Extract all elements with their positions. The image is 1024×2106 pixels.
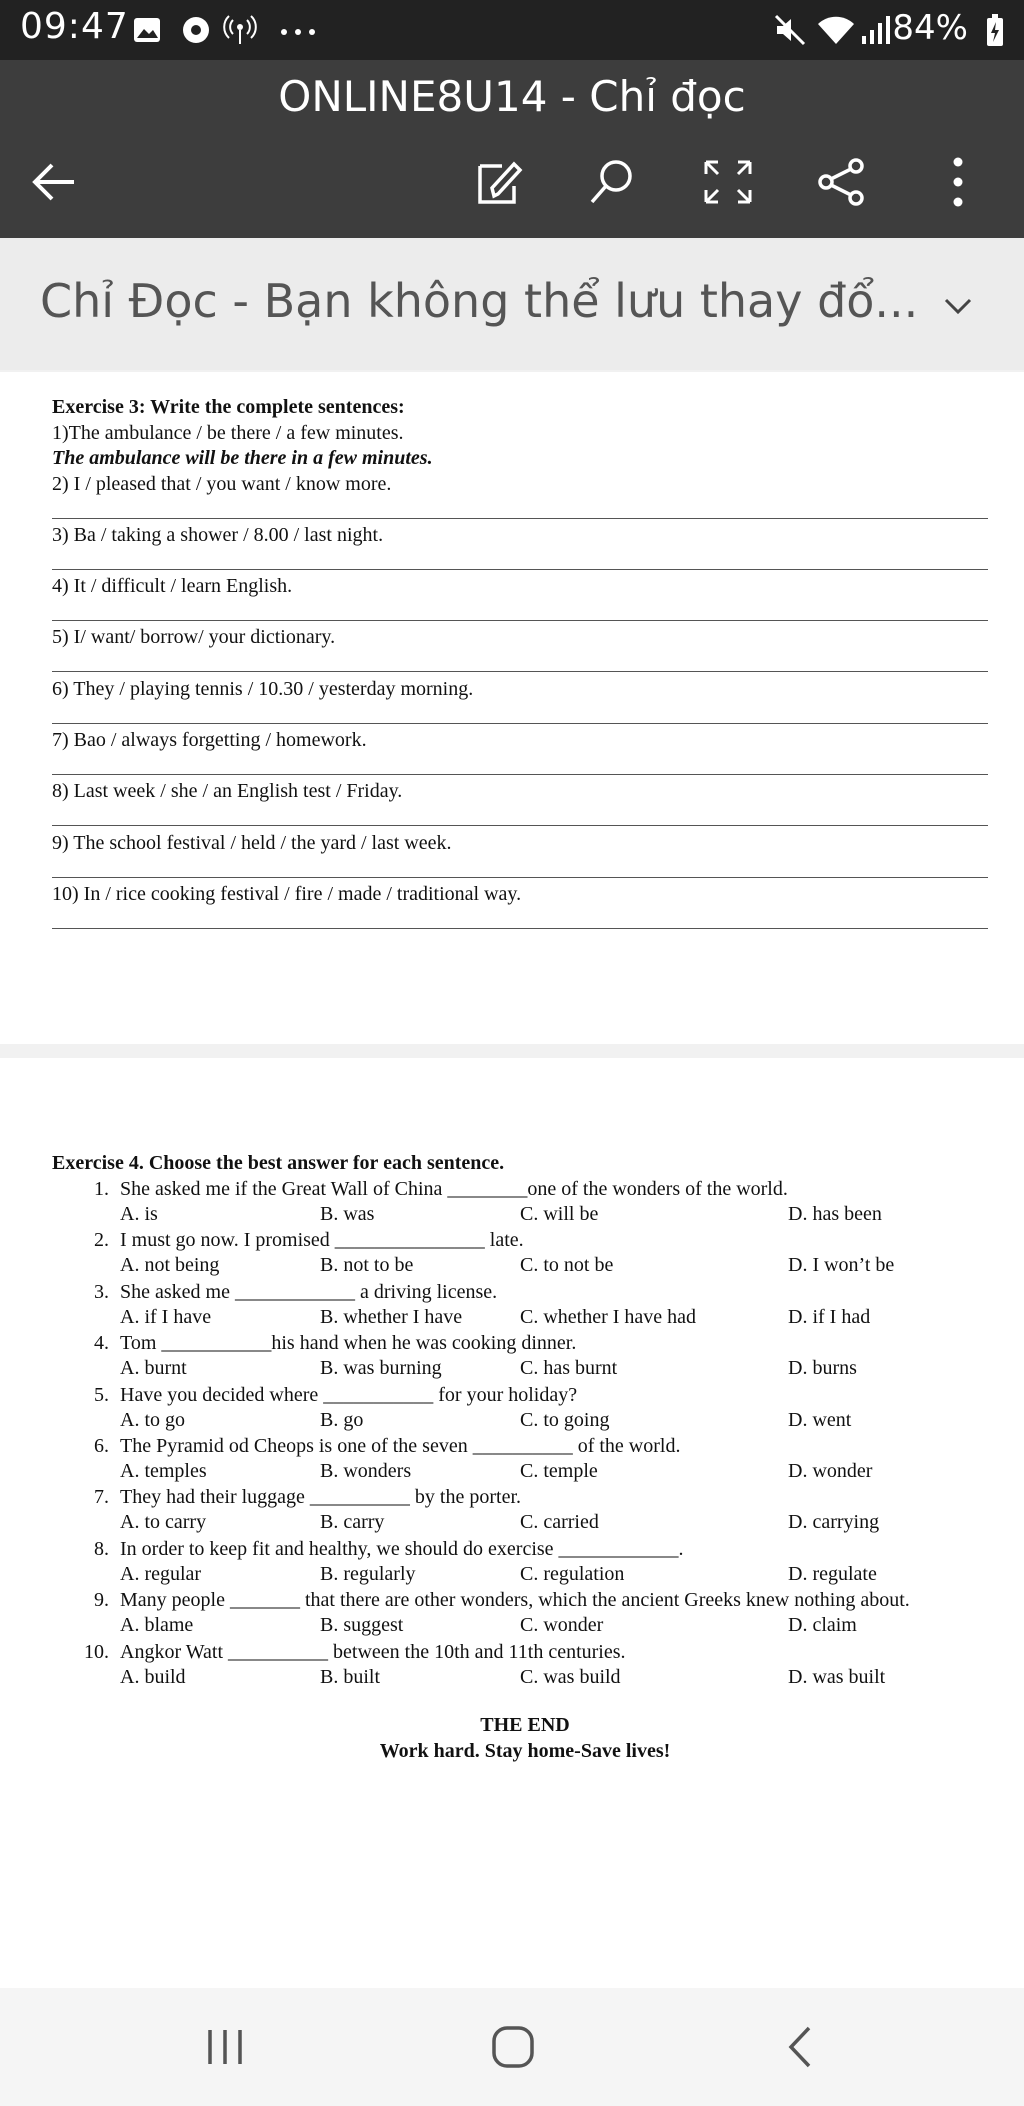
answer-line [52, 825, 988, 826]
question-text: She asked me if the Great Wall of China ________one of the wonders of the world. [120, 1178, 788, 1200]
answer-option: A. burnt [120, 1357, 187, 1380]
exercise3-item: 10) In / rice cooking festival / fire / made / traditional way. [52, 883, 522, 905]
answer-line [52, 569, 988, 570]
exercise3-item: 2) I / pleased that / you want / know more. [52, 473, 392, 495]
battery-icon [984, 12, 1006, 48]
answer-option: C. whether I have had [520, 1305, 697, 1328]
wifi-icon [816, 12, 856, 48]
question-text: She asked me ____________ a driving license. [120, 1280, 498, 1303]
answer-option: D. went [788, 1408, 852, 1431]
question-number: 4. [94, 1332, 109, 1355]
exercise3-item: 4) It / difficult / learn English. [52, 575, 293, 597]
answer-option: D. regulate [788, 1562, 877, 1585]
read-only-banner-text: Chỉ Đọc - Bạn không thể lưu thay đổ... [40, 274, 919, 328]
exercise3-item: 9) The school festival / held / the yard / last week. [52, 832, 452, 854]
navigation-bar [0, 1988, 1024, 2106]
question-number: 6. [94, 1435, 109, 1457]
answer-option: B. built [320, 1665, 381, 1688]
question-number: 2. [94, 1229, 109, 1252]
exercise3-item: 7) Bao / always forgetting / homework. [52, 729, 367, 751]
exercise3-item: 6) They / playing tennis / 10.30 / yesterday morning. [52, 678, 474, 700]
answer-option: C. has burnt [520, 1357, 618, 1380]
question-number: 5. [94, 1383, 109, 1406]
answer-line [52, 671, 988, 672]
exercise3-item: 8) Last week / she / an English test / Friday. [52, 780, 403, 802]
exercise3-example-prompt: 1)The ambulance / be there / a few minutes. [52, 422, 404, 444]
recent-apps-icon[interactable] [200, 2022, 250, 2072]
exercise4-title: Exercise 4. Choose the best answer for each sentence. [52, 1152, 505, 1174]
answer-line [52, 928, 988, 929]
answer-option: A. if I have [120, 1305, 212, 1328]
answer-option: B. go [320, 1408, 364, 1431]
back-icon[interactable] [776, 2022, 826, 2072]
answer-option: B. not to be [320, 1254, 414, 1277]
answer-option: D. if I had [788, 1305, 871, 1328]
answer-line [52, 877, 988, 878]
answer-line [52, 774, 988, 775]
question-number: 8. [94, 1537, 109, 1560]
answer-line [52, 518, 988, 519]
answer-option: C. will be [520, 1203, 599, 1225]
status-time: 09:47 [20, 6, 129, 47]
chevron-down-icon[interactable] [940, 288, 976, 324]
answer-option: A. regular [120, 1562, 202, 1585]
answer-option: D. has been [788, 1203, 882, 1225]
answer-option: A. blame [120, 1614, 194, 1637]
answer-option: D. claim [788, 1614, 857, 1637]
search-icon[interactable] [582, 152, 642, 212]
fullscreen-icon[interactable] [698, 152, 758, 212]
chrome-notification-icon [180, 12, 212, 48]
app-bar [0, 60, 1024, 238]
answer-option: B. suggest [320, 1614, 404, 1637]
edit-icon[interactable] [468, 152, 528, 212]
answer-option: C. to not be [520, 1254, 614, 1277]
exercise3-item: 3) Ba / taking a shower / 8.00 / last night. [52, 524, 384, 546]
closing-line: Work hard. Stay home-Save lives! [379, 1740, 671, 1762]
question-text: They had their luggage __________ by the porter. [120, 1486, 522, 1509]
document-page-1 [0, 372, 1024, 1044]
the-end-heading: THE END [480, 1714, 570, 1736]
answer-option: D. I won’t be [788, 1254, 895, 1277]
answer-option: B. was burning [320, 1357, 442, 1380]
answer-option: A. to go [120, 1408, 185, 1431]
question-text: In order to keep fit and healthy, we should do exercise ____________. [120, 1537, 684, 1560]
answer-option: A. to carry [120, 1511, 207, 1534]
status-bar [0, 0, 1024, 60]
share-icon[interactable] [812, 152, 872, 212]
more-options-icon[interactable] [928, 152, 988, 212]
question-text: Have you decided where ___________ for your holiday? [120, 1383, 578, 1406]
mute-icon [772, 12, 808, 48]
answer-option: C. wonder [520, 1614, 604, 1637]
exercise3-title: Exercise 3: Write the complete sentences: [52, 396, 405, 418]
cell-signal-icon [858, 12, 894, 48]
question-number: 3. [94, 1280, 109, 1303]
answer-option: A. not being [120, 1254, 220, 1277]
answer-option: C. temple [520, 1460, 598, 1482]
answer-option: C. carried [520, 1511, 599, 1534]
exercise3-example-answer: The ambulance will be there in a few minutes. [52, 447, 433, 469]
back-arrow-icon[interactable] [26, 152, 86, 212]
question-text: Tom ___________his hand when he was cooking dinner. [120, 1332, 577, 1355]
question-text: The Pyramid od Cheops is one of the seven __________ of the world. [120, 1435, 681, 1457]
document-title: ONLINE8U14 - Chỉ đọc [278, 72, 746, 121]
answer-option: B. wonders [320, 1460, 412, 1482]
answer-option: B. regularly [320, 1562, 416, 1585]
document-page-2 [0, 1058, 1024, 1988]
answer-option: D. wonder [788, 1460, 873, 1482]
answer-option: A. temples [120, 1460, 207, 1482]
answer-option: B. was [320, 1203, 375, 1225]
question-number: 10. [84, 1640, 109, 1663]
question-number: 7. [94, 1486, 109, 1509]
answer-option: C. to going [520, 1408, 610, 1431]
question-text: I must go now. I promised _______________ late. [120, 1229, 524, 1252]
question-number: 1. [94, 1178, 109, 1200]
gallery-notification-icon [132, 12, 162, 48]
answer-line [52, 723, 988, 724]
home-icon[interactable] [486, 2020, 540, 2074]
answer-option: B. carry [320, 1511, 385, 1534]
radio-signal-icon [222, 12, 258, 48]
question-text: Angkor Watt __________ between the 10th and 11th centuries. [120, 1640, 626, 1663]
answer-option: D. burns [788, 1357, 857, 1380]
answer-option: B. whether I have [320, 1305, 463, 1328]
question-number: 9. [94, 1589, 109, 1612]
question-text: Many people _______ that there are other wonders, which the ancient Greeks knew nothing about. [120, 1589, 910, 1612]
answer-option: A. build [120, 1665, 186, 1688]
read-only-banner[interactable] [0, 238, 1024, 370]
answer-line [52, 620, 988, 621]
answer-option: A. is [120, 1203, 158, 1225]
more-notifications-icon [278, 12, 318, 48]
answer-option: D. carrying [788, 1511, 880, 1534]
answer-option: C. regulation [520, 1562, 625, 1585]
exercise3-item: 5) I/ want/ borrow/ your dictionary. [52, 626, 336, 648]
answer-option: D. was built [788, 1665, 886, 1688]
battery-percent: 84% [892, 8, 968, 48]
answer-option: C. was build [520, 1665, 621, 1688]
